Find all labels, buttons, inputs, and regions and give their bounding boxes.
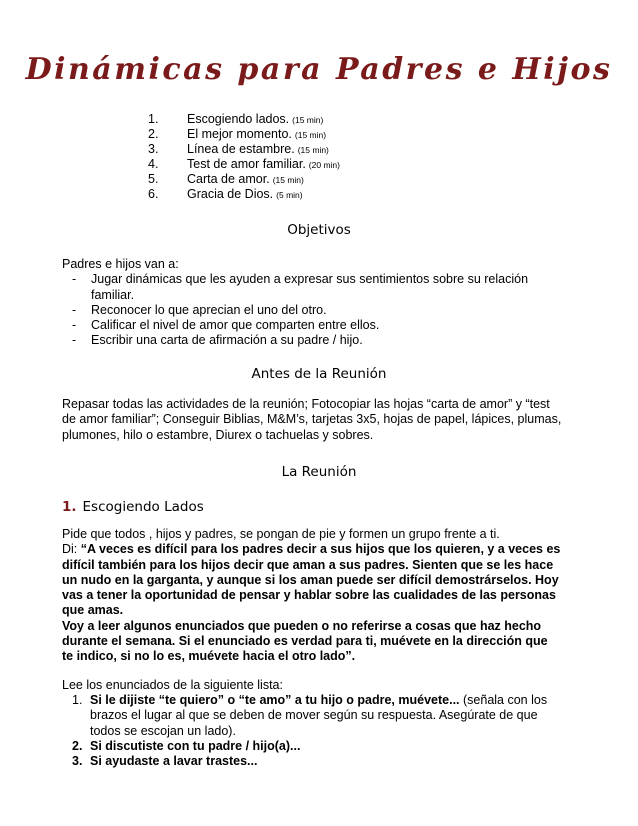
activity-time: (20 min) bbox=[308, 160, 340, 170]
enunciado-item bbox=[62, 754, 562, 769]
enunciado-number: 1. bbox=[72, 692, 83, 707]
activity-time: (5 min) bbox=[276, 190, 303, 200]
activity-list bbox=[148, 112, 340, 202]
antes-heading: Antes de la Reunión bbox=[251, 366, 387, 382]
section-title bbox=[62, 499, 204, 515]
activity-label: Gracia de Dios. bbox=[187, 187, 274, 201]
activity-number: 1. bbox=[148, 112, 159, 126]
enunciado-item bbox=[62, 693, 562, 739]
document-title: Dinámicas para Padres e Hijos bbox=[25, 52, 613, 87]
activity-item bbox=[148, 187, 340, 202]
di-quote: “A veces es difícil para los padres decir a sus hijos que los quieren, y a veces es difícil también para los hijos decir que aman a sus padres. Sienten que se les hace un nudo en la garganta, y aunque si los aman puede ser difícil demostrárselos. Hoy vas a tener la oportunidad de pensar y hablar sobre las cualidades de las personas que amas. bbox=[62, 542, 561, 618]
enunciado-bold: Si ayudaste a lavar trastes... bbox=[90, 754, 258, 769]
activity-label: Línea de estambre. bbox=[187, 142, 295, 156]
objetivo-item: - Jugar dinámicas que les ayuden a expresar sus sentimientos sobre su relación familiar. bbox=[62, 272, 562, 303]
activity-number: 6. bbox=[148, 187, 159, 201]
reunion-body bbox=[62, 527, 562, 769]
activity-number: 2. bbox=[148, 127, 159, 141]
instruction-paragraph: Pide que todos , hijos y padres, se pongan de pie y formen un grupo frente a ti. bbox=[62, 527, 500, 541]
activity-time: (15 min) bbox=[294, 130, 327, 140]
objetivo-item: - Calificar el nivel de amor que comparten entre ellos. bbox=[62, 318, 562, 333]
activity-number: 5. bbox=[148, 172, 159, 186]
objetivo-item: - Reconocer lo que aprecian el uno del otro. bbox=[62, 303, 562, 318]
activity-label: Carta de amor. bbox=[187, 172, 270, 186]
voy-quote: Voy a leer algunos enunciados que pueden o no referirse a cosas que haz hecho durante el semana. Si el enunciado es verdad para ti, muévete en la dirección que te indico, si no lo es, muévete hacia el otro lado”. bbox=[62, 618, 548, 664]
enunciado-number: 2. bbox=[72, 738, 83, 753]
activity-number: 3. bbox=[148, 142, 159, 156]
enunciado-number: 3. bbox=[72, 754, 83, 769]
activity-label: Test de amor familiar. bbox=[187, 157, 306, 171]
section-number: 1. bbox=[62, 499, 77, 515]
activity-item bbox=[148, 127, 340, 142]
di-paragraph bbox=[62, 542, 562, 618]
activity-time: (15 min) bbox=[272, 175, 304, 185]
activity-label: El mejor momento. bbox=[187, 127, 292, 141]
activity-number: 4. bbox=[148, 157, 159, 171]
activity-item bbox=[148, 142, 340, 157]
activity-item bbox=[148, 157, 340, 172]
enunciado-item bbox=[62, 739, 562, 754]
activity-item bbox=[148, 112, 340, 127]
objetivo-item: - Escribir una carta de afirmación a su padre / hijo. bbox=[62, 333, 562, 348]
enunciado-note: (señala con los brazos el lugar al que se deben de mover según su respuesta. Asegúrate de que todos se escojan un lado). bbox=[90, 692, 548, 738]
activity-time: (15 min) bbox=[297, 145, 329, 155]
antes-text: Repasar todas las actividades de la reunión; Fotocopiar las hojas “carta de amor” y “test de amor familiar”; Conseguir Biblias, M&M’s, tarjetas 3x5, hojas de papel, lápices, plumas, plumones, hilo o estambre, Diurex o tachuelas y sobres. bbox=[62, 397, 562, 442]
enunciados-list bbox=[62, 693, 562, 769]
objetivos-list bbox=[62, 272, 562, 348]
objetivos-section bbox=[62, 257, 562, 349]
enunciado-bold: Si le dijiste “te quiero” o “te amo” a tu hijo o padre, muévete... bbox=[90, 692, 460, 707]
spacer bbox=[62, 665, 562, 678]
di-label: Di: bbox=[62, 542, 81, 557]
activity-item bbox=[148, 172, 340, 187]
lee-paragraph: Lee los enunciados de la siguiente lista: bbox=[62, 677, 283, 692]
reunion-heading: La Reunión bbox=[281, 464, 357, 480]
voy-paragraph bbox=[62, 619, 562, 665]
enunciado-bold: Si discutiste con tu padre / hijo(a)... bbox=[90, 738, 301, 753]
section-label: Escogiendo Lados bbox=[82, 499, 204, 515]
objetivos-intro: Padres e hijos van a: bbox=[62, 257, 179, 271]
objetivos-heading: Objetivos bbox=[287, 222, 351, 238]
activity-label: Escogiendo lados. bbox=[187, 112, 290, 126]
activity-time: (15 min) bbox=[292, 115, 324, 125]
